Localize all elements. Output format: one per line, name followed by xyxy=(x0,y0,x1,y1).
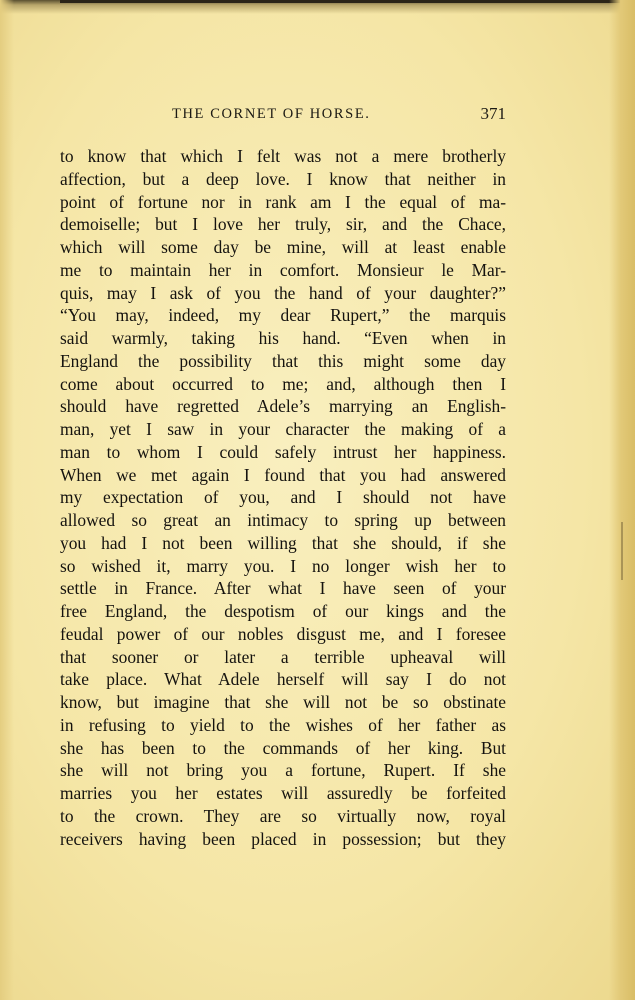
text-line: me to maintain her in comfort. Monsieur le Mar- xyxy=(60,259,506,280)
text-line: should have regretted Adele’s marrying an English- xyxy=(60,396,506,417)
text-line: to know that which I felt was not a mere brotherly xyxy=(60,146,506,166)
text-line: you had I not been willing that she should, if she xyxy=(60,532,506,553)
text-line: come about occurred to me; and, although then I xyxy=(60,373,506,394)
text-line: settle in France. After what I have seen of your xyxy=(60,578,506,599)
text-line: take place. What Adele herself will say I do not xyxy=(60,669,506,690)
text-line: man, yet I saw in your character the making of a xyxy=(60,419,506,439)
text-line: marries you her estates will assuredly be forfeited xyxy=(60,783,506,803)
text-line: so wished it, marry you. I no longer wish her to xyxy=(60,555,506,576)
text-line: she will not bring you a fortune, Rupert. If she xyxy=(60,760,506,781)
text-line: point of fortune nor in rank am I the equal of ma- xyxy=(60,191,506,212)
text-line: feudal power of our nobles disgust me, and I foresee xyxy=(60,623,506,644)
page-right-edge xyxy=(609,0,635,1000)
margin-mark xyxy=(621,522,623,580)
text-line: she has been to the commands of her king. But xyxy=(60,737,506,758)
text-line: allowed so great an intimacy to spring up between xyxy=(60,510,506,530)
page-left-edge xyxy=(0,0,14,1000)
text-line: receivers having been placed in possession; but they xyxy=(60,828,506,849)
text-line: demoiselle; but I love her truly, sir, and the Chace, xyxy=(60,214,506,235)
text-line: know, but imagine that she will not be so obstinate xyxy=(60,692,506,712)
text-line: man to whom I could safely intrust her happiness. xyxy=(60,441,506,462)
text-line: in refusing to yield to the wishes of her father as xyxy=(60,714,506,735)
text-line: that sooner or later a terrible upheaval will xyxy=(60,646,506,667)
text-line: free England, the despotism of our kings and the xyxy=(60,601,506,621)
body-text xyxy=(60,145,506,850)
text-line: quis, may I ask of you the hand of your daughter?” xyxy=(60,282,506,303)
text-line: said warmly, taking his hand. “Even when in xyxy=(60,328,506,348)
running-head xyxy=(60,106,506,128)
page-number: 371 xyxy=(480,104,506,123)
text-line: my expectation of you, and I should not have xyxy=(60,487,506,508)
running-head-title: THE CORNET OF HORSE. xyxy=(172,106,371,122)
text-line: which will some day be mine, will at least enable xyxy=(60,237,506,257)
text-line: England the possibility that this might some day xyxy=(60,350,506,371)
text-line: to the crown. They are so virtually now, royal xyxy=(60,805,506,826)
text-line: “You may, indeed, my dear Rupert,” the marquis xyxy=(60,305,506,326)
text-line: affection, but a deep love. I know that neither in xyxy=(60,168,506,189)
page-top-edge xyxy=(60,0,620,3)
text-line: When we met again I found that you had answered xyxy=(60,464,506,485)
